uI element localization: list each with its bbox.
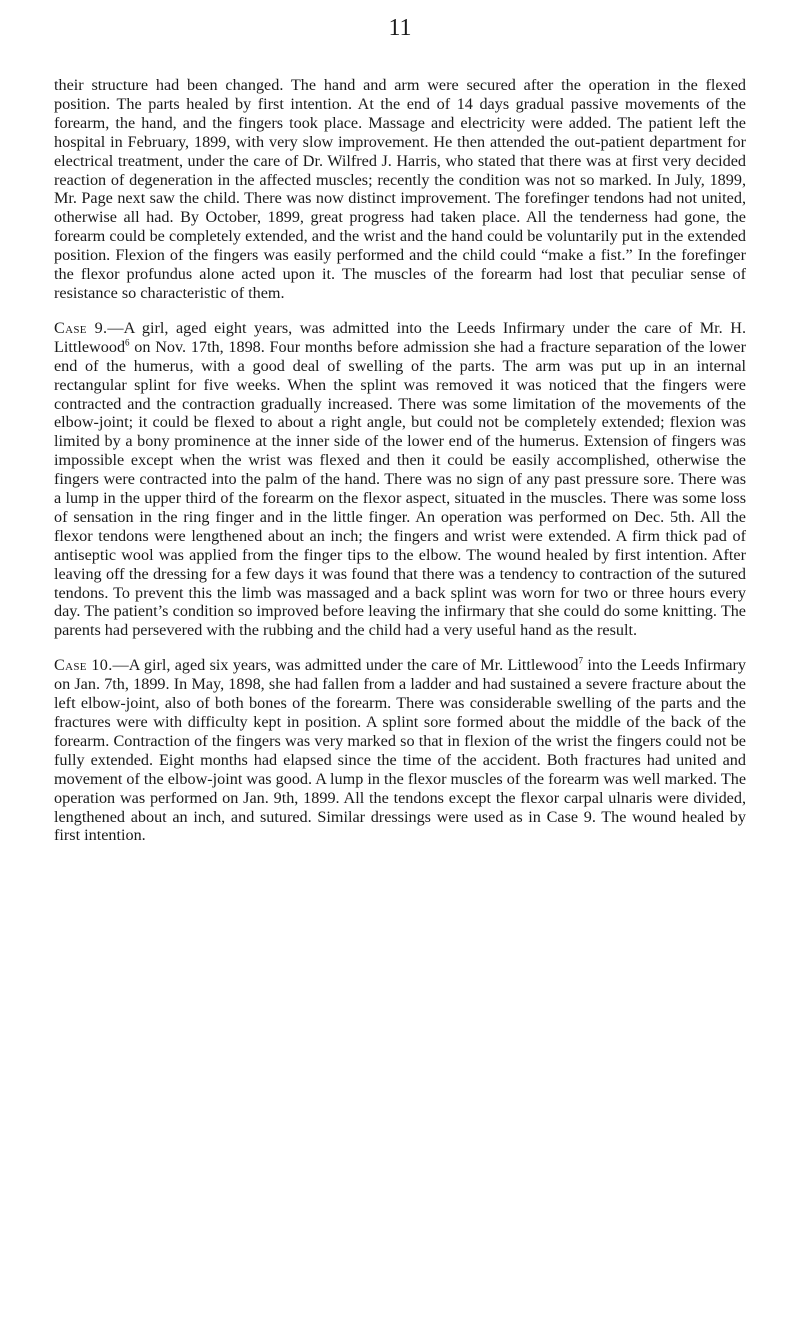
- paragraph-text-lead: —A girl, aged eight years, was admitted into the Leeds Infirmary under the care of Mr. H. Littlewood: [54, 318, 746, 356]
- footnote-ref[interactable]: 7: [578, 655, 584, 666]
- paragraph-case-10: [54, 656, 746, 845]
- case-label: Case 9.: [54, 318, 108, 337]
- case-label: Case 10.: [54, 656, 113, 675]
- paragraph-text: their structure had been changed. The hand and arm were secured after the operation in the flexed position. The parts healed by first intention. At the end of 14 days gradual passive movements of the forearm, the hand, and the fingers took place. Massage and electricity were added. The patient left the hospital in February, 1899, with very slow improvement. He then attended the out-patient department for electrical treatment, under the care of Dr. Wilfred J. Harris, who stated that there was at first very decided reaction of degeneration in the affected muscles; recently the condition was not so marked. In July, 1899, Mr. Page next saw the child. There was now distinct improvement. The forefinger tendons had not united, otherwise all had. By October, 1899, great progress had taken place. All the tenderness had gone, the forearm could be completely extended, and the wrist and the hand could be voluntarily put in the extended position. Flexion of the fingers was easily performed and the child could “make a fist.” In the forefinger the flexor profundus alone acted upon it. The muscles of the forearm had lost that peculiar sense of resistance so characteristic of them.: [54, 76, 746, 302]
- paragraph-text: into the Leeds Infirmary on Jan. 7th, 1899. In May, 1898, she had fallen from a ladder and had sustained a severe fracture about the left elbow-joint, also of both bones of the forearm. There was considerable swelling of the parts and the fractures were with difficulty kept in position. A splint sore formed about the middle of the back of the forearm. Contraction of the fingers was very marked so that in flexion of the wrist the fingers could not be fully extended. Eight months had elapsed since the time of the accident. Both fractures had united and movement of the elbow-joint was good. A lump in the flexor muscles of the forearm was well marked. The operation was performed on Jan. 9th, 1899. All the tendons except the flexor carpal ulnaris were divided, lengthened about an inch, and sutured. Similar dressings were used as in Case 9. The wound healed by first intention.: [54, 656, 746, 845]
- page-number: 11: [388, 15, 412, 41]
- paragraph-text-lead: —A girl, aged six years, was admitted under the care of Mr. Littlewood: [112, 656, 579, 675]
- body-text: [54, 76, 746, 845]
- paragraph-text: on Nov. 17th, 1898. Four months before admission she had a fracture separation of the lower end of the humerus, with a good deal of swelling of the parts. The arm was put up in an internal rectangular splint for five weeks. When the splint was removed it was noticed that the fingers were contracted and the contraction gradually increased. There was some limitation of the movements of the elbow-joint; it could be flexed to about a right angle, but could not be completely extended; flexion was limited by a bony prominence at the inner side of the lower end of the humerus. Extension of fingers was impossible except when the wrist was flexed and then it could be easily accomplished, otherwise the fingers were contracted into the palm of the hand. There was no sign of any past pressure sore. There was a lump in the upper third of the forearm on the flexor aspect, situated in the muscles. There was some loss of sensation in the ring finger and in the little finger. An operation was performed on Dec. 5th. All the flexor tendons were lengthened about an inch; the fingers and wrist were extended. A firm thick pad of antiseptic wool was applied from the finger tips to the elbow. The wound healed by first intention. After leaving off the dressing for a few days it was found that there was a tendency to contraction of the sutured tendons. To prevent this the limb was massaged and a back splint was worn for two or three hours every day. The patient’s condition so improved before leaving the infirmary that she could do some knitting. The parents had persevered with the rubbing and the child had a very useful hand as the result.: [54, 337, 746, 640]
- paragraph-case-9: [54, 319, 746, 640]
- paragraph-continuation: [54, 76, 746, 303]
- footnote-ref[interactable]: 6: [125, 337, 130, 348]
